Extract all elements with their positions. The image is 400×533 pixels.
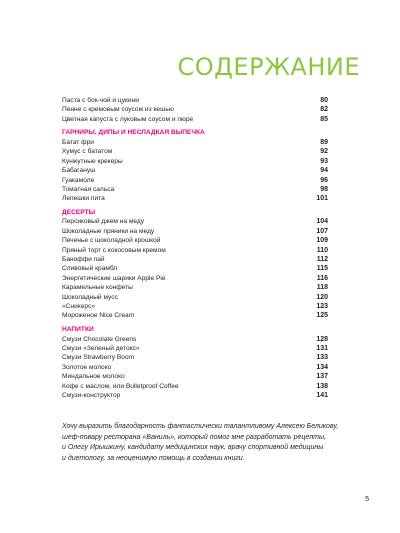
- toc-entry: [62, 311, 328, 320]
- toc-entry: [62, 274, 328, 283]
- toc-entry-page: 107: [316, 227, 328, 235]
- toc-entry: [62, 194, 328, 203]
- toc-entry-page: 133: [316, 354, 328, 362]
- toc-entry-page: 138: [316, 382, 328, 390]
- acknowledgement-line: Хочу выразить благодарность фантастически талантливому Алексею Беликову,: [62, 423, 339, 430]
- toc-entry-title: Энергетические шарики Apple Pie: [62, 274, 166, 282]
- toc-entry-page: 120: [316, 293, 328, 301]
- toc-entry-page: 141: [316, 391, 328, 399]
- toc-entry-title: Золотое молоко: [62, 363, 112, 371]
- toc-entry-title: Пряный торт с кокосовым кремом: [62, 246, 166, 254]
- toc-entry-page: 116: [316, 274, 328, 282]
- toc-entry-title: Баноффи пай: [62, 256, 105, 264]
- toc-entry: [62, 391, 328, 400]
- toc-entry-title: Паста с бок-чой и цукини: [62, 97, 139, 104]
- toc-entry-title: Пенне с кремовым соусом из кешью: [62, 106, 174, 114]
- toc-entry-title: Шоколадный мусс: [62, 293, 118, 301]
- acknowledgement-line: шеф-повару ресторана «Ваниль», который помог мне разработать рецепты,: [62, 433, 327, 441]
- toc-entry-page: 137: [316, 373, 328, 381]
- toc-entry-title: Лепешки пита: [62, 195, 105, 203]
- toc-entry: [62, 335, 328, 344]
- toc-entry: [62, 283, 328, 292]
- toc-entry-page: 131: [316, 344, 328, 352]
- toc-entry-page: 94: [320, 167, 328, 175]
- toc-entry: [62, 185, 328, 194]
- toc-entry-title: Карамельные конфеты: [62, 284, 133, 292]
- toc-entry: [62, 115, 328, 124]
- toc-entry: [62, 166, 328, 175]
- toc-entry-page: 82: [320, 106, 328, 114]
- toc-entry: [62, 293, 328, 302]
- toc-entry-title: Хумус с бататом: [62, 148, 113, 156]
- toc-entry: [62, 302, 328, 311]
- toc-entry-page: 110: [316, 246, 328, 254]
- toc-entry: [62, 105, 328, 114]
- toc-entry: [62, 217, 328, 226]
- toc-entry-page: 134: [316, 363, 328, 371]
- toc-entry-page: 93: [320, 157, 328, 165]
- toc-entry-title: Бабагануш: [62, 167, 96, 175]
- toc-entry: [62, 372, 328, 381]
- toc-entry: [62, 176, 328, 185]
- toc-entry-title: Мороженое Nice Cream: [62, 312, 135, 320]
- toc-entry-title: Смузи Chocolate Greens: [62, 335, 137, 343]
- section-heading: НАПИТКИ: [62, 325, 94, 333]
- toc-entry: [62, 227, 328, 236]
- toc-entry-title: Цветная капуста с луковым соусом и пюре: [62, 115, 194, 123]
- toc-entry-title: Шоколадные пряники на меду: [62, 227, 155, 235]
- toc-entry-page: 125: [316, 312, 328, 320]
- toc-entry-title: Смузи-конструктор: [62, 391, 121, 399]
- page-number: 5: [365, 496, 369, 503]
- toc-entry: [62, 96, 328, 105]
- toc-entry-page: 98: [320, 185, 328, 193]
- toc-entry-title: Кофе с маслом, или Bulletproof Coffee: [62, 382, 179, 390]
- toc-entry-title: Миндальное молоко: [62, 373, 125, 381]
- acknowledgement-line: и диетологу, за неоценимую помощь в создании книги.: [62, 454, 245, 462]
- toc-entry-page: 118: [316, 284, 328, 292]
- toc-entry-page: 115: [316, 265, 328, 273]
- toc-entry: [62, 147, 328, 156]
- toc-entry: [62, 353, 328, 362]
- toc-entry: [62, 363, 328, 372]
- toc-entry: [62, 255, 328, 264]
- toc-entry-title: «Сникерс»: [62, 302, 96, 310]
- toc-entry: [62, 138, 328, 147]
- toc-entry: [62, 344, 328, 353]
- section-heading: ДЕСЕРТЫ: [62, 208, 96, 216]
- toc-entry: [62, 157, 328, 166]
- toc-entry-page: 96: [320, 176, 328, 184]
- toc-entry-title: Смузи «Зеленый детокс»: [62, 344, 140, 352]
- toc-entry-title: Кунжутные крекеры: [62, 157, 123, 165]
- toc-entry-page: 101: [316, 195, 328, 203]
- page-title: СОДЕРЖАНИЕ: [177, 53, 360, 81]
- toc-entry-title: Смузи Strawberry Boom: [62, 354, 135, 362]
- toc-entry: [62, 236, 328, 245]
- toc-entry: [62, 382, 328, 391]
- toc-entry-page: 104: [316, 218, 328, 226]
- toc-entry-page: 80: [320, 97, 328, 104]
- toc-entry-page: 85: [320, 115, 328, 123]
- toc-entry-page: 89: [320, 138, 328, 146]
- toc-entry-page: 109: [316, 237, 328, 245]
- toc-entry-title: Батат фри: [62, 138, 94, 146]
- toc-entry: [62, 264, 328, 273]
- toc-entry-page: 123: [316, 302, 328, 310]
- toc-entry-title: Томатная сальса: [62, 185, 115, 193]
- acknowledgement-line: и Олегу Ирышкину, кандидату медицинских наук, врачу спортивной медицины: [62, 444, 324, 451]
- toc-entry-title: Сливовый крамбл: [62, 265, 118, 273]
- toc-entry-page: 92: [320, 148, 328, 156]
- acknowledgement: [62, 422, 347, 464]
- toc-entry-title: Гуакамоле: [62, 176, 95, 184]
- section-heading: ГАРНИРЫ, ДИПЫ И НЕСЛАДКАЯ ВЫПЕЧКА: [62, 129, 205, 137]
- toc-entry-title: Печенье с шоколадной крошкой: [62, 237, 161, 245]
- toc-entry-page: 112: [316, 256, 328, 264]
- table-of-contents: [62, 96, 328, 400]
- toc-entry-page: 128: [316, 335, 328, 343]
- toc-entry-title: Персиковый джем на меду: [62, 218, 145, 226]
- toc-entry: [62, 246, 328, 255]
